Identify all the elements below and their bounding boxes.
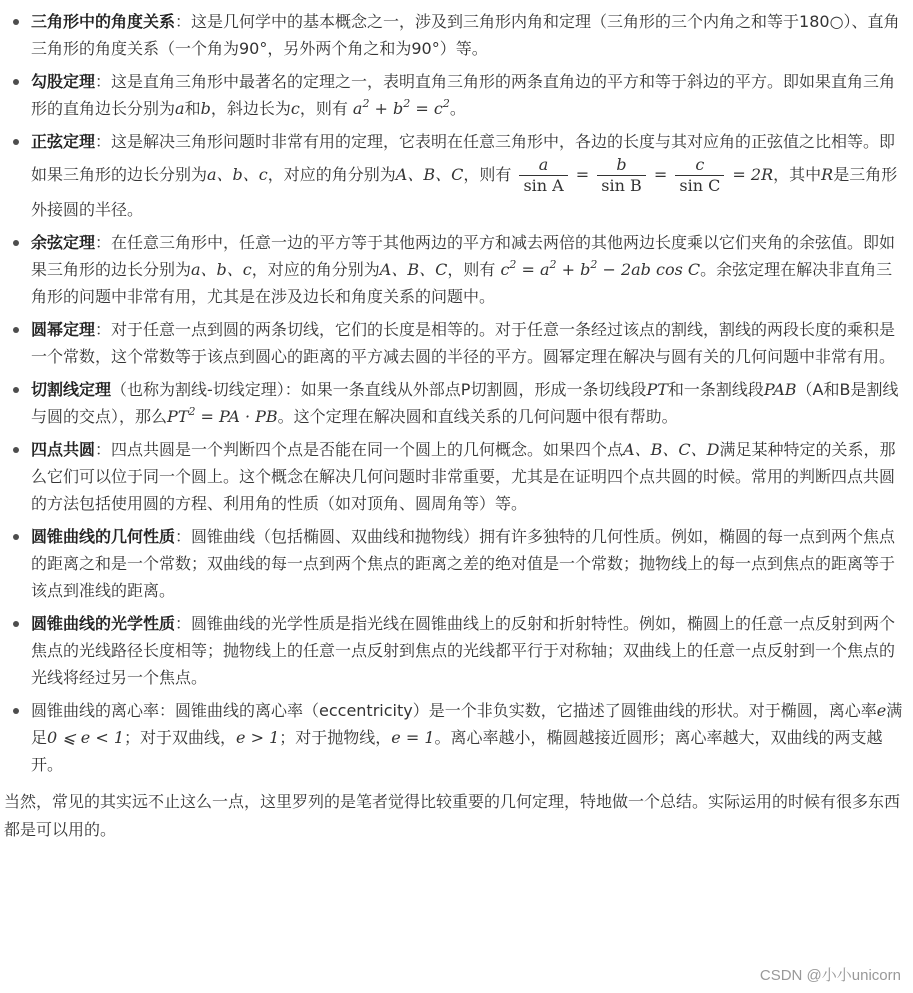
item-text: ；对于双曲线，: [124, 728, 237, 747]
separator: ：: [95, 132, 112, 151]
math-var: c: [433, 99, 443, 118]
item-title: 正弦定理: [31, 132, 96, 151]
item-text: 这是直角三角形中最著名的定理之一，表明直角三角形的两条直角边的平方和等于斜边的平方。即如果直角三角形的直角边长分别为: [31, 72, 896, 118]
item-text: 在任意三角形中，任意一边的平方等于其他两边的平方和减去两倍的其他两边长度乘以它们夹角的余弦值。即如果三角形的边长分别为: [31, 233, 896, 279]
formula: e > 1: [236, 728, 280, 747]
separator: ：: [95, 320, 112, 339]
math-var: A、B、C: [379, 260, 448, 279]
theorem-list: [4, 8, 903, 778]
list-item: [4, 610, 903, 691]
math-var: PT: [646, 380, 668, 399]
list-item: [4, 128, 903, 223]
item-text: 满足某种特定的关系，那么它们可以位于同一个圆上。这个概念在解决几何问题时非常重要，尤其是在证明四个点共圆的时候。常用的判断四点共圆的方法包括使用圆的方程、利用角的性质（如对顶角、圆周角等）等。: [31, 440, 896, 513]
bullet-icon: [13, 708, 19, 714]
math-var: A、B、C: [395, 165, 464, 184]
item-text: （也称为割线-切线定理）：如果一条直线从外部点P切割圆，形成一条切线段: [111, 380, 647, 399]
math-op: +: [369, 99, 394, 118]
fraction-numerator: b: [616, 155, 627, 174]
separator: ：: [175, 527, 192, 546]
formula: 0 ⩽ e < 1: [47, 728, 124, 747]
exponent: 2: [188, 405, 196, 418]
math-var: c: [500, 260, 510, 279]
exponent: 2: [509, 258, 517, 271]
item-text: 和一条割线段: [667, 380, 764, 399]
math-var: a: [352, 99, 363, 118]
item-text: （A和B是割线与圆的交点），那么: [31, 380, 899, 426]
bullet-icon: [13, 79, 19, 85]
item-text: ，对应的角分别为: [251, 260, 380, 279]
item-text: 。余弦定理在解决非直角三角形的问题中非常有用，尤其是在涉及边长和角度关系的问题中。: [31, 260, 893, 306]
bullet-icon: [13, 240, 19, 246]
item-text: 满足: [31, 701, 903, 747]
item-text: ，则有: [463, 165, 517, 184]
formula: [500, 260, 700, 279]
item-text: 这是几何学中的基本概念之一，涉及到三角形内角和定理（三角形的三个内角之和等于180○）、直角三角形的角度关系（一个角为90°，另外两个角之和为90°）等。: [31, 12, 900, 58]
fraction: [675, 155, 724, 196]
math-expr: = a: [516, 260, 550, 279]
math-var: b: [393, 99, 404, 118]
item-text: 。: [449, 99, 466, 118]
closing-paragraph: 当然，常见的其实远不止这么一点，这里罗列的是笔者觉得比较重要的几何定理，特地做一个总结。实际运用的时候有很多东西都是可以用的。: [4, 792, 901, 839]
exponent: 2: [403, 97, 411, 110]
bullet-icon: [13, 327, 19, 333]
separator: ：: [175, 12, 192, 31]
exponent: 2: [362, 97, 370, 110]
item-text: 圆锥曲线的离心率：圆锥曲线的离心率（eccentricity）是一个非负实数，它描述了圆锥曲线的形状。对于椭圆，离心率: [31, 701, 877, 720]
math-expr: = PA · PB: [195, 407, 278, 426]
math-expr: − 2ab cos C: [597, 260, 701, 279]
math-var: A、B、C、D: [623, 440, 720, 459]
math-var: a、b、c: [207, 165, 268, 184]
formula: [167, 407, 278, 426]
math-var: c: [290, 99, 300, 118]
item-text: 是三角形外接圆的半径。: [31, 165, 898, 219]
item-text: ；对于抛物线，: [279, 728, 392, 747]
math-var: a: [175, 99, 185, 118]
math-op: =: [648, 165, 673, 184]
separator: ：: [95, 72, 112, 91]
bullet-icon: [13, 139, 19, 145]
exponent: 2: [549, 258, 557, 271]
list-item: [4, 697, 903, 778]
item-text: 。离心率越小，椭圆越接近圆形；离心率越大，双曲线的两支越开。: [31, 728, 883, 774]
fraction: [597, 155, 645, 196]
item-text: ，则有: [299, 99, 353, 118]
list-item: [4, 376, 903, 430]
csdn-watermark: CSDN @小小unicorn: [759, 967, 901, 984]
fraction-numerator: c: [695, 155, 705, 174]
math-var: 2R: [750, 165, 774, 184]
bullet-icon: [13, 19, 19, 25]
item-text: ，斜边长为: [210, 99, 291, 118]
bullet-icon: [13, 447, 19, 453]
math-var: PAB: [763, 380, 797, 399]
bullet-icon: [13, 621, 19, 627]
item-text: 圆锥曲线的光学性质是指光线在圆锥曲线上的反射和折射特性。例如，椭圆上的任意一点反射到两个焦点的光线路径长度相等；抛物线上的任意一点反射到焦点的光线都平行于对称轴；双曲线上的任意一点反射到一个焦点的光线将经过另一个焦点。: [31, 614, 896, 687]
item-text: ，对应的角分别为: [267, 165, 396, 184]
item-title: 勾股定理: [31, 72, 96, 91]
item-title: 圆锥曲线的几何性质: [31, 527, 176, 546]
list-item: [4, 316, 903, 370]
math-var: PT: [167, 407, 189, 426]
fraction-denominator: sin B: [597, 175, 645, 196]
separator: ：: [95, 233, 112, 252]
exponent: 2: [442, 97, 450, 110]
item-text: 。这个定理在解决圆和直线关系的几何问题中很有帮助。: [277, 407, 678, 426]
item-title: 三角形中的角度关系: [31, 12, 176, 31]
formula: e = 1: [391, 728, 435, 747]
list-item: [4, 523, 903, 604]
item-text: 和: [184, 99, 201, 118]
item-title: 圆幂定理: [31, 320, 96, 339]
math-var: b: [200, 99, 211, 118]
math-expr: + b: [556, 260, 591, 279]
list-item: [4, 229, 903, 310]
list-item: [4, 436, 903, 517]
exponent: 2: [590, 258, 598, 271]
math-var: a、b、c: [191, 260, 252, 279]
item-text: 对于任意一点到圆的两条切线，它们的长度是相等的。对于任意一条经过该点的割线，割线的两段长度的乘积是一个常数，这个常数等于该点到圆心的距离的平方减去圆的半径的平方。圆幂定理在解决与圆有关的几何问题中非常有用。: [31, 320, 896, 366]
list-item: [4, 8, 903, 62]
item-text: ，其中: [773, 165, 822, 184]
item-title: 圆锥曲线的光学性质: [31, 614, 176, 633]
math-op: =: [727, 165, 751, 184]
math-var: R: [821, 165, 834, 184]
fraction-denominator: sin A: [519, 175, 567, 196]
fraction-numerator: a: [538, 155, 549, 174]
formula: [353, 99, 450, 118]
item-text: 四点共圆是一个判断四个点是否能在同一个圆上的几何概念。如果四个点: [111, 440, 624, 459]
fraction: [519, 155, 567, 196]
separator: ：: [95, 440, 112, 459]
math-op: =: [570, 165, 595, 184]
fraction-denominator: sin C: [675, 175, 724, 196]
separator: ：: [175, 614, 192, 633]
math-op: =: [410, 99, 434, 118]
item-text: ，则有: [447, 260, 501, 279]
item-title: 切割线定理: [31, 380, 112, 399]
item-text: 这是解决三角形问题时非常有用的定理，它表明在任意三角形中，各边的长度与其对应角的正弦值之比相等。即如果三角形的边长分别为: [31, 132, 896, 184]
bullet-icon: [13, 387, 19, 393]
math-var: e: [876, 701, 887, 720]
item-title: 四点共圆: [31, 440, 96, 459]
bullet-icon: [13, 534, 19, 540]
list-item: [4, 68, 903, 122]
item-title: 余弦定理: [31, 233, 96, 252]
item-text: 圆锥曲线（包括椭圆、双曲线和抛物线）拥有许多独特的几何性质。例如，椭圆的每一点到两个焦点的距离之和是一个常数；双曲线的每一点到两个焦点的距离之差的绝对值是一个常数；抛物线上的每一点到焦点的距离等于该点到准线的距离。: [31, 527, 896, 600]
